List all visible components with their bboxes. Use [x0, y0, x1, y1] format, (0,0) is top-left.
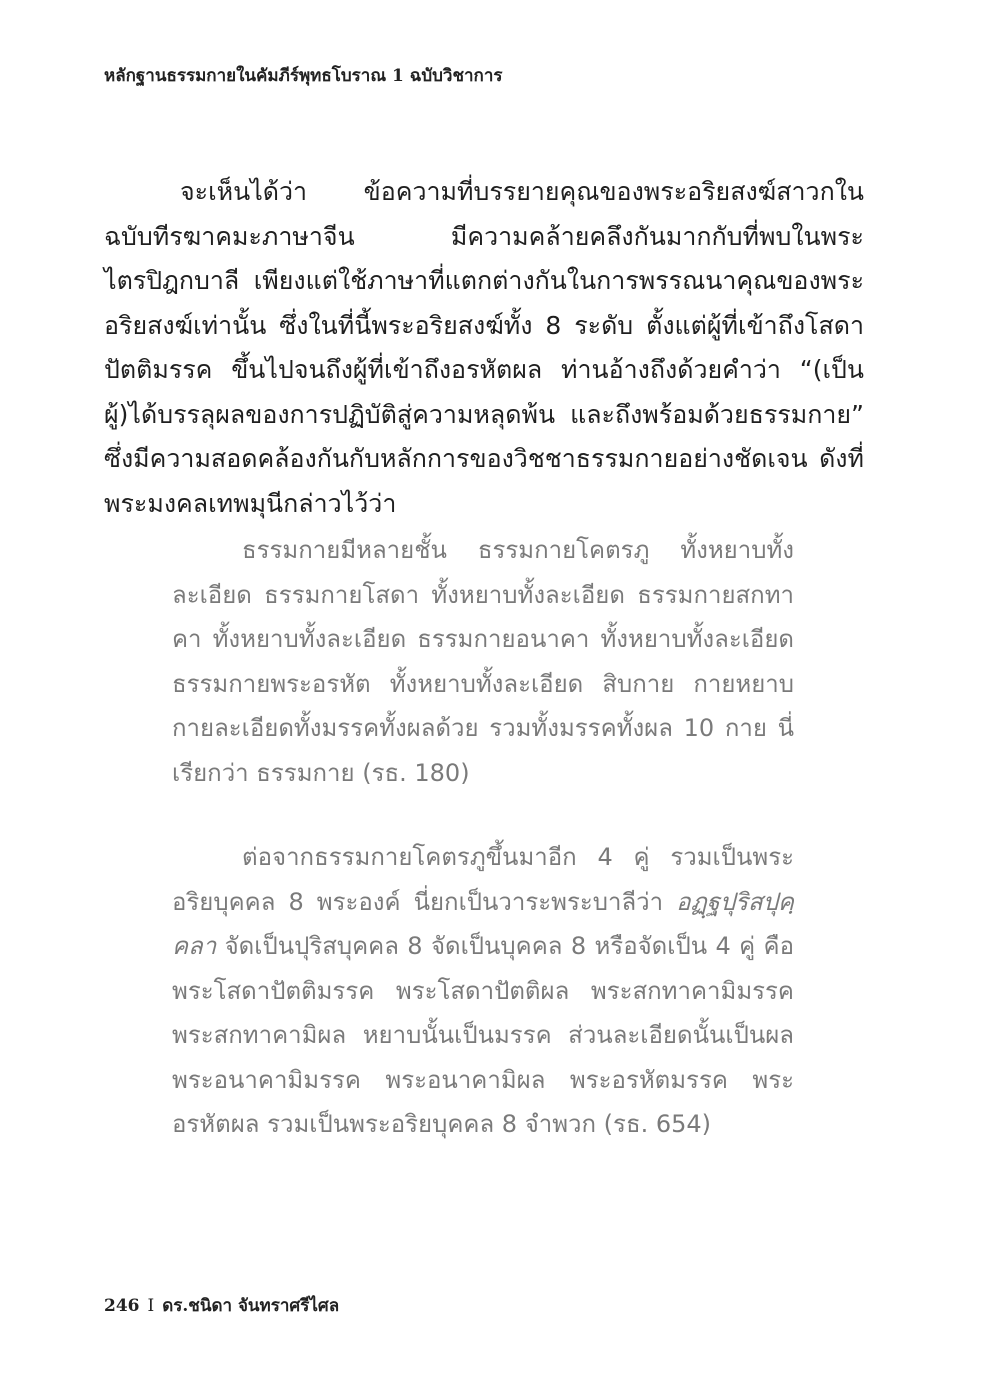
page-number: 246	[104, 1296, 140, 1316]
quote-2-text-before: ต่อจากธรรมกายโคตรภูขึ้นมาอีก 4 คู่ รวมเป็นพระอริยบุคคล 8 พระองค์ นี่ยกเป็นวาระพระบาลีว่า	[172, 843, 794, 916]
pali-term: อฏฺฐปุริสปุคฺคลา	[172, 887, 794, 960]
block-quote-1: ธรรมกายมีหลายชั้น ธรรมกายโคตรภู ทั้งหยาบทั้งละเอียด ธรรมกายโสดา ทั้งหยาบทั้งละเอียด ธรรมกายสกทาคา ทั้งหยาบทั้งละเอียด ธรรมกายอนาคา ทั้งหยาบทั้งละเอียด ธรรมกายพระอรหัต ทั้งหยาบทั้งละเอียด สิบกาย กายหยาบกายละเอียดทั้งมรรคทั้งผลด้วย รวมทั้งมรรคทั้งผล 10 กาย นี่เรียกว่า ธรรมกาย (รธ. 180)	[172, 536, 794, 787]
quote-2-text-after: จัดเป็นปุริสบุคคล 8 จัดเป็นบุคคล 8 หรือจัดเป็น 4 คู่ คือ พระโสดาปัตติมรรค พระโสดาปัตติผล พระสกทาคามิมรรค พระสกทาคามิผล หยาบนั้นเป็นมรรค ส่วนละเอียดนั้นเป็นผล พระอนาคามิมรรค พระอนาคามิผล พระอรหัตมรรค พระอรหัตผล รวมเป็นพระอริยบุคคล 8 จำพวก (รธ. 654)	[172, 932, 794, 1138]
author-name: ดร.ชนิดา จันทราศรีไศล	[162, 1296, 340, 1316]
body-paragraph: จะเห็นได้ว่า ข้อความที่บรรยายคุณของพระอริยสงฆ์สาวกในฉบับทีรฆาคมะภาษาจีน มีความคล้ายคลึงกันมากกับที่พบในพระไตรปิฎกบาลี เพียงแต่ใช้ภาษาที่แตกต่างกันในการพรรณนาคุณของพระอริยสงฆ์เท่านั้น ซึ่งในที่นี้พระอริยสงฆ์ทั้ง 8 ระดับ ตั้งแต่ผู้ที่เข้าถึงโสดาปัตติมรรค ขึ้นไปจนถึงผู้ที่เข้าถึงอรหัตผล ท่านอ้างถึงด้วยคำว่า “(เป็นผู้)ได้บรรลุผลของการปฏิบัติสู่ความหลุดพ้น และถึงพร้อมด้วยธรรมกาย” ซึ่งมีความสอดคล้องกันกับหลักการของวิชชาธรรมกายอย่างชัดเจน ดังที่พระมงคลเทพมุนีกล่าวไว้ว่า	[104, 177, 864, 518]
running-header: หลักฐานธรรมกายในคัมภีร์พุทธโบราณ 1 ฉบับวิชาการ	[104, 66, 503, 86]
footer-separator: I	[147, 1296, 155, 1316]
block-quote-2	[172, 835, 794, 1147]
page-footer	[104, 1292, 339, 1319]
